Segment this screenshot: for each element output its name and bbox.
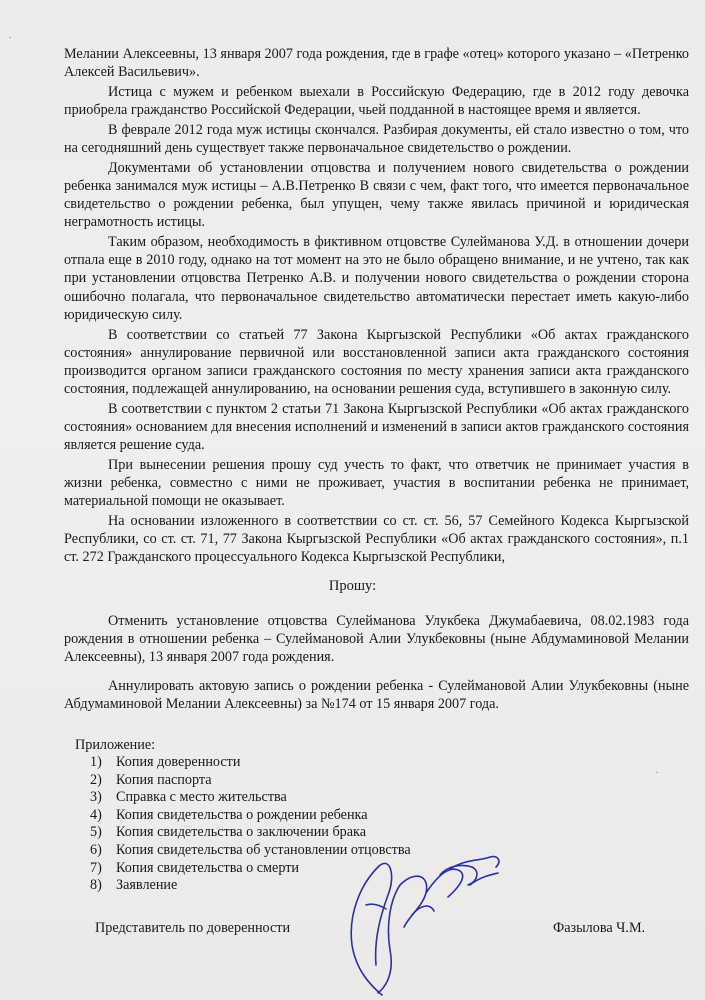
body-paragraph: На основании изложенного в соответствии со ст. ст. 56, 57 Семейного Кодекса Кыргызской Республики, со ст. ст. 71, 77 Закона Кыргызской Республики «Об актах гражданского состояния», п.1 ст. 272 Гражданского процессуального Кодекса Кыргызской Республики, — [64, 513, 689, 566]
appendix-item — [90, 824, 411, 842]
appendix-item — [90, 789, 411, 807]
body-paragraph: Документами об установлении отцовства и получением нового свидетельства о рождении ребенка занимался муж истицы – А.В.Петренко В связи с чем, факт того, что имеется первоначальное свидетельство о рождении ребенка, был упущен, чему также явилась причиной и юридическая неграмотность истицы. — [64, 159, 689, 231]
request-item: Отменить установление отцовства Сулейманова Улукбека Джумабаевича, 08.02.1983 года рождения в отношении ребенка – Сулеймановой Алии Улукбековны (ныне Абдумаминовой Мелании Алексеевны), 13 января 2007 года рождения. — [64, 613, 689, 666]
appendix-item-number: 7) — [90, 859, 102, 876]
body-paragraph: Истица с мужем и ребенком выехали в Российскую Федерацию, где в 2012 году девочка приобрела гражданство Российской Федерации, чьей подданной в настоящее время и является. — [64, 83, 689, 119]
signer-role: Представитель по доверенности — [95, 920, 291, 936]
body-paragraph: Мелании Алексеевны, 13 января 2007 года рождения, где в графе «отец» которого указано – «Петренко Алексей Васильевич». — [64, 46, 689, 81]
request-list — [64, 612, 689, 723]
request-heading: Прошу: — [328, 578, 377, 594]
appendix-item-number: 2) — [90, 771, 102, 788]
appendix-item — [90, 772, 411, 790]
body-paragraph: В соответствии с пунктом 2 статьи 71 Закона Кыргызской Республики «Об актах гражданского состояния» основанием для внесения исполнений и изменений в записи актов гражданского состояния является решение суда. — [64, 400, 689, 454]
appendix-item-number: 4) — [90, 806, 102, 823]
appendix-item-number: 3) — [90, 789, 102, 806]
appendix-item-number: 1) — [90, 754, 102, 770]
appendix-item-label: Копия свидетельства о заключении брака — [116, 824, 367, 841]
appendix-title: Приложение: — [75, 737, 156, 753]
body-paragraph: В соответствии со статьей 77 Закона Кыргызской Республики «Об актах гражданского состояния» аннулирование первичной или восстановленной записи акта гражданского состояния производится органом записи гражданского состояния по месту хранения записи акта гражданского состояния, подлежащей аннулированию, на основании решения суда, вступившего в законную силу. — [64, 326, 689, 398]
appendix-item-label: Справка с место жительства — [116, 789, 287, 806]
scan-mark: · — [8, 30, 12, 44]
appendix-item-label: Копия паспорта — [116, 771, 212, 788]
appendix-item-number: 5) — [90, 824, 102, 841]
appendix-item-label: Заявление — [116, 877, 178, 894]
request-item: Аннулировать актовую запись о рождении ребенка - Сулеймановой Алии Улукбековны (ныне Абдумаминовой Мелании Алексеевны) за №174 от 15 января 2007 года. — [64, 677, 689, 712]
appendix-item-label: Копия доверенности — [116, 754, 241, 770]
appendix-item-label: Копия свидетельства о смерти — [116, 859, 300, 876]
body-paragraph: При вынесении решения прошу суд учесть то факт, что ответчик не принимает участия в жизни ребенка, совместно с ними не проживает, участия в воспитании ребенка не принимает, материальной помощи не оказывает. — [64, 456, 689, 510]
appendix-item-label: Копия свидетельства об установлении отцовства — [116, 841, 411, 858]
body-paragraph: В феврале 2012 года муж истицы скончался. Разбирая документы, ей стало известно о том, что на сегодняшний день существует также первоначальное свидетельство о рождении. — [64, 121, 689, 157]
scan-mark: · — [655, 765, 659, 779]
document-body — [64, 45, 689, 568]
appendix-item — [90, 807, 411, 825]
signer-name: Фазылова Ч.М. — [553, 920, 646, 936]
appendix-item-number: 8) — [90, 877, 102, 894]
signature-image — [330, 845, 530, 1000]
body-paragraph: Таким образом, необходимость в фиктивном отцовстве Сулейманова У.Д. в отношении дочери отпала еще в 2010 году, однако на тот момент на это не было обращено внимание, и не учтено, так как при установлении отцовства Петренко А.В. и получении нового свидетельства о рождении сторона ошибочно полагала, что первоначальное свидетельство автоматически перестает иметь какую-либо юридическую силу. — [64, 234, 689, 323]
appendix-item — [90, 754, 411, 772]
appendix-item-label: Копия свидетельства о рождении ребенка — [116, 806, 368, 823]
appendix-item-number: 6) — [90, 841, 102, 858]
